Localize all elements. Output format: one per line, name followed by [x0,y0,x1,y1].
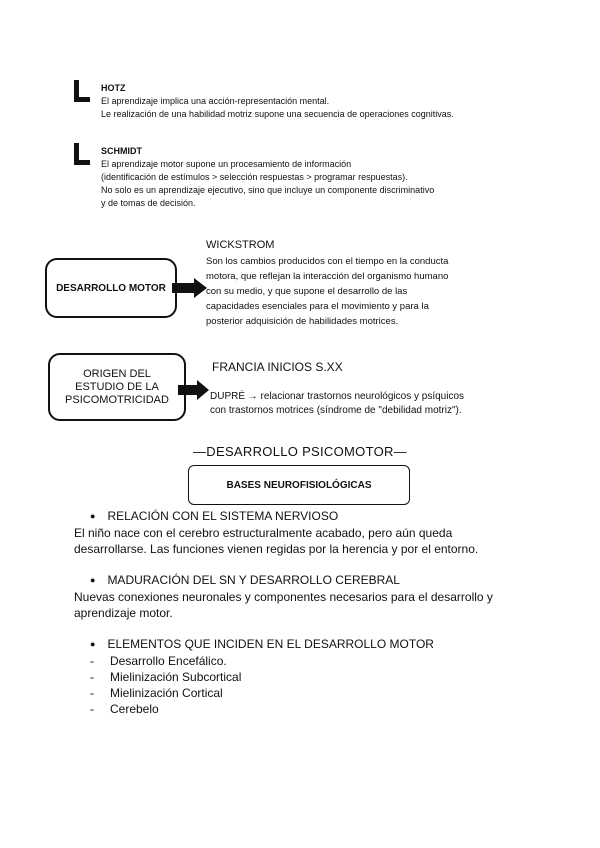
bullet-text-1: Nuevas conexiones neuronales y componentes necesarios para el desarrollo y [74,590,493,604]
bullet-title: MADURACIÓN DEL SN Y DESARROLLO CEREBRAL [107,573,400,587]
bullet-text-1: El niño nace con el cerebro estructuralmente acabado, pero aún queda [74,526,453,540]
origen-line-3: PSICOMOTRICIDAD [65,393,169,406]
hotz-line-2: Le realización de una habilidad motriz supone una secuencia de operaciones cognitivas. [101,109,454,119]
section-title: —DESARROLLO PSICOMOTOR— [193,444,407,459]
origen-line-1: ORIGEN DEL [83,367,151,380]
origen-line-2: ESTUDIO DE LA [75,380,159,393]
schmidt-line-3: No solo es un aprendizaje ejecutivo, sino que incluye un componente discriminativo [101,185,435,195]
wickstrom-line-3: con su medio, y que supone el desarrollo de las [206,286,408,297]
hotz-line-1: El aprendizaje implica una acción-representación mental. [101,96,330,106]
schmidt-name: SCHMIDT [101,146,142,156]
bullet-icon: ● [90,575,96,585]
bullet-icon: ● [90,511,96,521]
wickstrom-line-4: capacidades esenciales para el movimiento y para la [206,301,429,312]
bullet-item [90,509,338,523]
bullet-item [90,573,400,587]
hotz-name: HOTZ [101,83,126,93]
l-bullet-icon [72,80,90,102]
wickstrom-line-2: motora, que reflejan la interacción del organismo humano [206,271,449,282]
desarrollo-motor-box: DESARROLLO MOTOR [45,258,177,318]
wickstrom-line-5: posterior adquisición de habilidades motrices. [206,316,399,327]
list-item: - Desarrollo Encefálico. [90,654,227,668]
bases-box: BASES NEUROFISIOLÓGICAS [188,465,410,505]
wickstrom-name: WICKSTROM [206,239,275,251]
arrow-right-icon [172,278,208,298]
bullet-icon: ● [90,639,96,649]
list-item-label: Mielinización Subcortical [110,670,242,684]
schmidt-line-2: (identificación de estímulos > selección respuestas > programar respuestas). [101,172,408,182]
list-item: - Mielinización Cortical [90,686,223,700]
bullet-text-2: desarrollarse. Las funciones vienen regidas por la herencia y por el entorno. [74,542,479,556]
list-item: - Mielinización Subcortical [90,670,242,684]
list-item-label: Cerebelo [110,702,159,716]
list-item: - Cerebelo [90,702,159,716]
francia-line-2: con trastornos motrices (síndrome de "debilidad motriz"). [210,405,462,416]
list-item-label: Mielinización Cortical [110,686,223,700]
arrow-right-icon [178,380,210,400]
bullet-item [90,637,434,651]
francia-line-1: DUPRÉ → relacionar trastornos neurológicos y psíquicos [210,391,464,402]
bullet-title: RELACIÓN CON EL SISTEMA NERVIOSO [107,509,339,523]
origen-box [48,353,186,421]
schmidt-line-4: y de tomas de decisión. [101,198,196,208]
wickstrom-line-1: Son los cambios producidos con el tiempo en la conducta [206,256,449,267]
bullet-title: ELEMENTOS QUE INCIDEN EN EL DESARROLLO MOTOR [107,637,434,651]
l-bullet-icon [72,143,90,165]
bullet-text-2: aprendizaje motor. [74,606,173,620]
schmidt-line-1: El aprendizaje motor supone un procesamiento de información [101,159,352,169]
list-item-label: Desarrollo Encefálico. [110,654,227,668]
francia-title: FRANCIA INICIOS S.XX [212,360,343,374]
